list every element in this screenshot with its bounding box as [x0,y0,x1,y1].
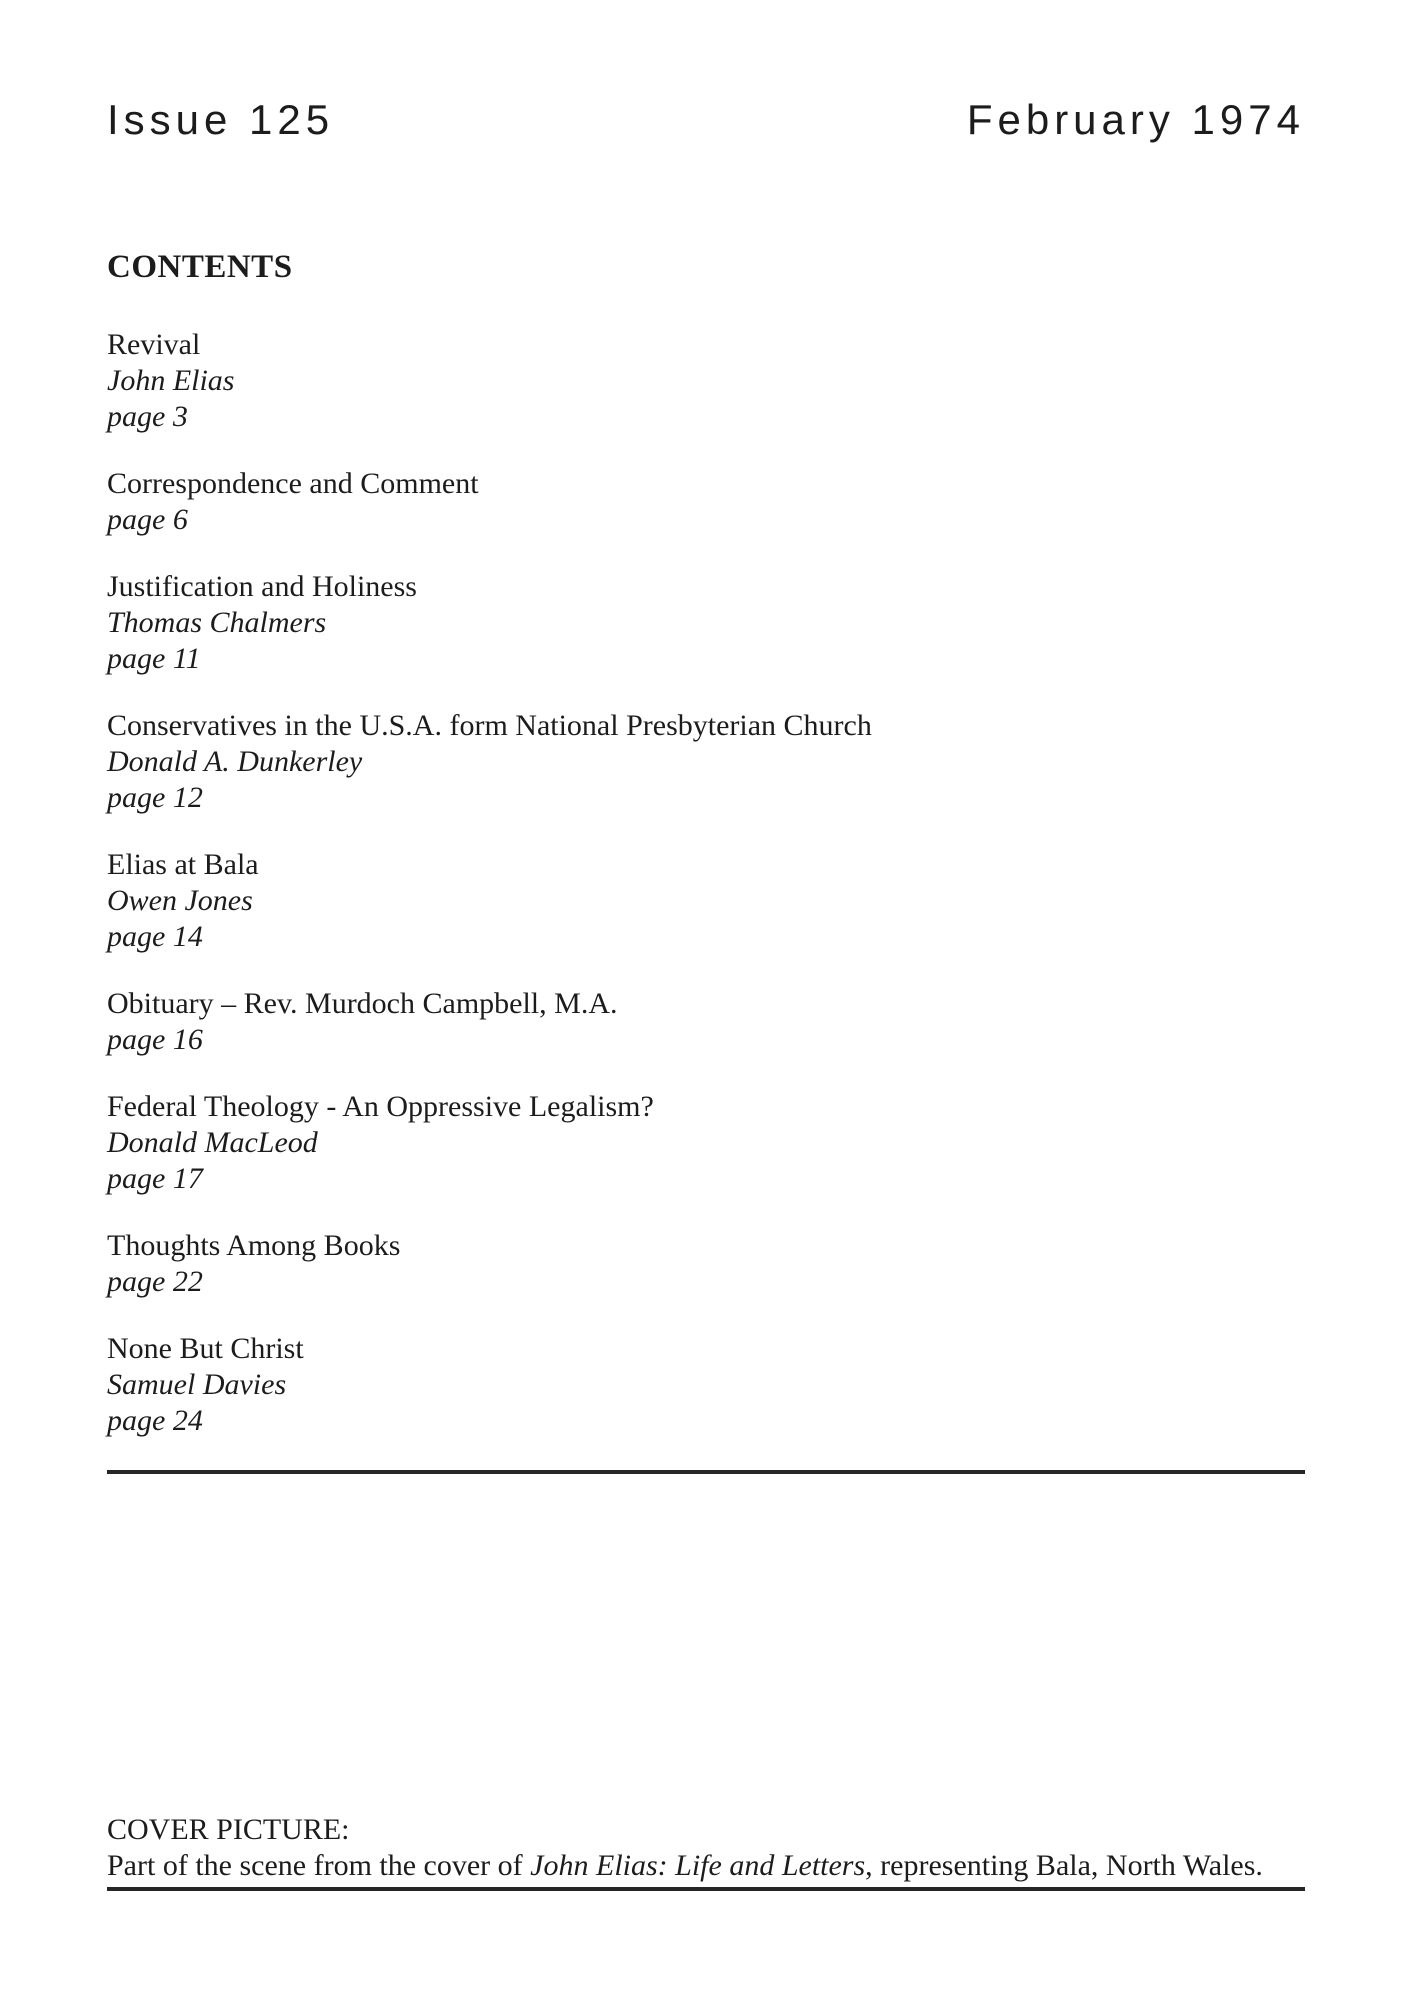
entry-page: page 11 [107,642,201,675]
page-content [107,0,1305,1891]
masthead [107,96,1305,144]
divider-rule [107,1470,1305,1474]
date-label: February 1974 [966,96,1305,143]
entry-page: page 3 [107,400,188,433]
toc-entry [107,327,1305,435]
cover-book-title: John Elias: Life and Letters [530,1849,866,1882]
entry-page: page 6 [107,503,188,536]
toc-list [107,327,1305,1439]
entry-page: page 17 [107,1162,203,1195]
entry-author: Samuel Davies [107,1368,287,1401]
entry-author: Donald MacLeod [107,1126,318,1159]
toc-entry [107,708,1305,816]
cover-description-suffix: , representing Bala, North Wales. [865,1849,1263,1882]
issue-label: Issue 125 [107,96,335,143]
cover-picture-description [107,1848,1305,1884]
cover-picture-section [107,1812,1305,1884]
entry-title: Thoughts Among Books [107,1229,401,1262]
entry-author: John Elias [107,364,235,397]
entry-page: page 16 [107,1023,203,1056]
entry-page: page 24 [107,1404,203,1437]
entry-title: Revival [107,328,201,361]
toc-entry [107,1331,1305,1439]
toc-entry [107,847,1305,955]
entry-page: page 22 [107,1265,203,1298]
cover-picture-label: COVER PICTURE: [107,1813,350,1846]
entry-title: None But Christ [107,1332,304,1365]
entry-author: Donald A. Dunkerley [107,745,363,778]
toc-entry [107,466,1305,538]
toc-entry [107,1228,1305,1300]
entry-title: Conservatives in the U.S.A. form National Presbyterian Church [107,709,872,742]
footer-rule [107,1887,1305,1891]
entry-page: page 14 [107,920,203,953]
entry-author: Owen Jones [107,884,253,917]
entry-title: Elias at Bala [107,848,259,881]
entry-title: Justification and Holiness [107,570,417,603]
toc-entry [107,569,1305,677]
toc-entry [107,1089,1305,1197]
entry-title: Obituary – Rev. Murdoch Campbell, M.A. [107,987,618,1020]
toc-entry [107,986,1305,1058]
entry-page: page 12 [107,781,203,814]
entry-title: Federal Theology - An Oppressive Legalism? [107,1090,654,1123]
entry-title: Correspondence and Comment [107,467,479,500]
contents-heading: CONTENTS [107,249,293,285]
entry-author: Thomas Chalmers [107,606,327,639]
cover-description-prefix: Part of the scene from the cover of [107,1849,531,1882]
